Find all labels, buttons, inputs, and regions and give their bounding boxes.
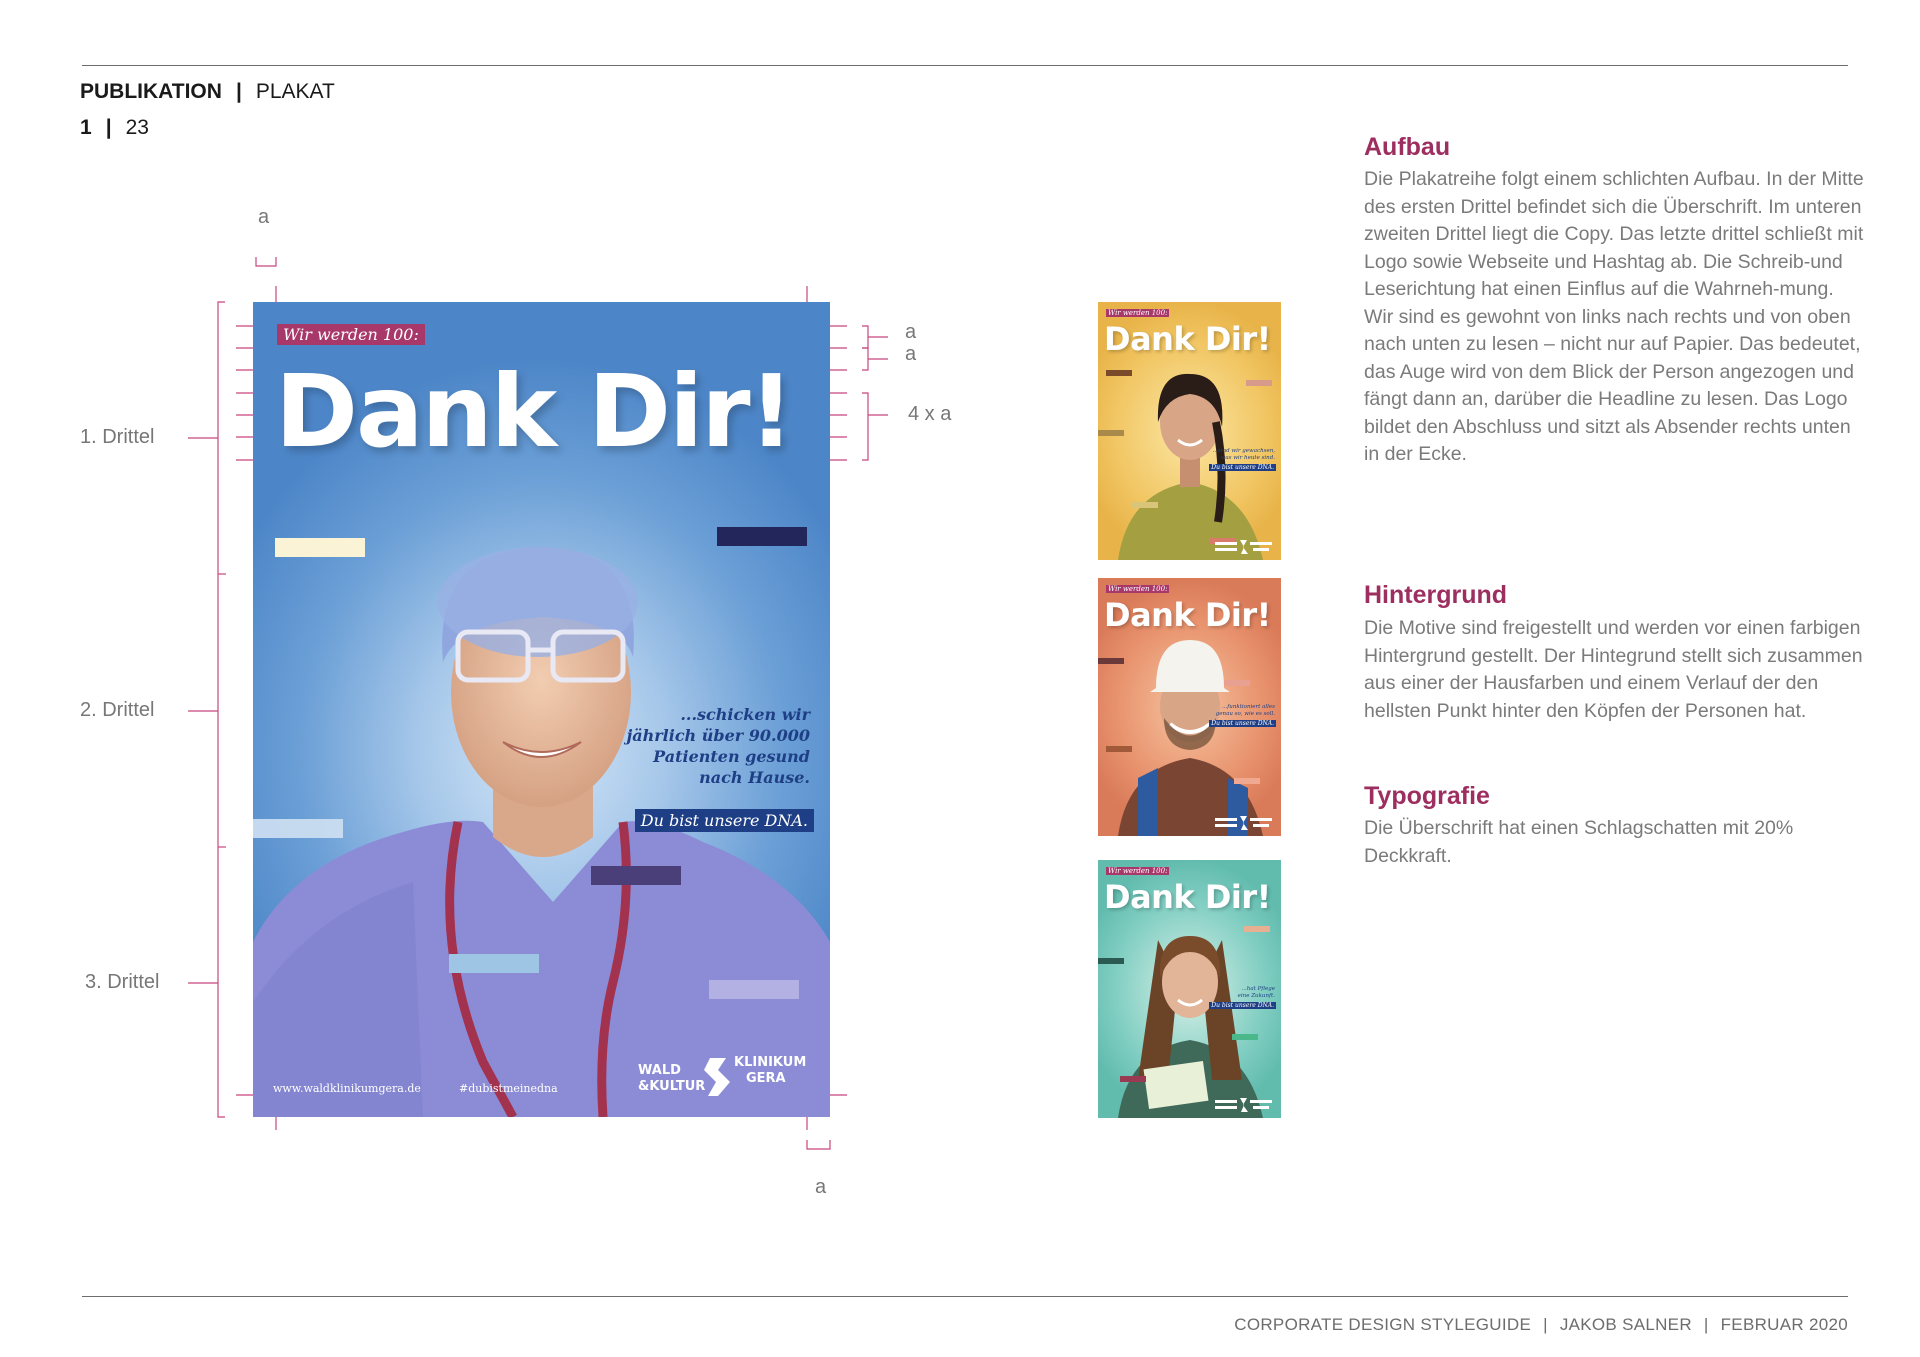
third-1-label: 1. Drittel	[80, 426, 155, 448]
measure-a-right-1: a	[905, 321, 917, 343]
accent-bar	[1098, 658, 1124, 664]
page-footer	[1234, 1315, 1848, 1335]
accent-bar	[253, 819, 343, 838]
section-title-typografie: Typografie	[1364, 782, 1490, 810]
footer-separator: |	[1543, 1315, 1548, 1334]
section-body-typografie: Die Überschrift hat einen Schlagschatten mit 20% Deckkraft.	[1364, 817, 1794, 867]
svg-text:&KULTUR: &KULTUR	[638, 1079, 706, 1094]
page-total: 23	[125, 116, 149, 139]
poster-tag: Wir werden 100:	[277, 324, 425, 345]
third-2-label: 2. Drittel	[80, 699, 155, 721]
measure-4xa: 4 x a	[908, 403, 952, 425]
accent-bar	[275, 538, 365, 557]
poster-copy: ...schicken wir jährlich über 90.000 Patienten gesund nach Hause.	[626, 705, 810, 787]
mini-headline: Dank Dir!	[1104, 596, 1271, 634]
svg-text:GERA: GERA	[746, 1071, 786, 1086]
accent-bar	[1120, 1076, 1146, 1082]
measure-a-top: a	[258, 206, 270, 228]
footer-author: JAKOB SALNER	[1559, 1315, 1692, 1334]
mini-poster-orange	[1098, 578, 1281, 836]
accent-bar	[1244, 926, 1270, 932]
poster-url: www.waldklinikumgera.de	[273, 1082, 421, 1095]
main-poster	[253, 302, 830, 1117]
accent-bar	[1106, 746, 1132, 752]
mini-copy: ...sind wir gewachsen, was wir heute sind.	[1212, 448, 1275, 461]
footer-separator: |	[1703, 1315, 1709, 1334]
poster-dna-claim: Du bist unsere DNA.	[635, 809, 814, 832]
header-separator: |	[235, 80, 242, 103]
mini-poster-yellow	[1098, 302, 1281, 560]
accent-bar	[709, 980, 799, 999]
mini-dna-claim: Du bist unsere DNA.	[1211, 464, 1274, 471]
mini-headline: Dank Dir!	[1104, 878, 1271, 916]
accent-bar	[1224, 680, 1250, 686]
page-separator: |	[105, 116, 112, 139]
accent-bar	[1246, 380, 1272, 386]
mini-logo	[1215, 1097, 1275, 1113]
accent-bar	[591, 866, 681, 885]
accent-bar	[1106, 370, 1132, 376]
mini-tag: Wir werden 100:	[1108, 867, 1168, 875]
mini-tag: Wir werden 100:	[1108, 309, 1168, 317]
section-body-aufbau: Die Plakatreihe folgt einem schlichten Aufbau. In der Mitte des ersten Drittel befindet sich die Überschrift. Im unteren zweiten Drittel liegt die Copy. Das letzte drittel schließt mit Logo sowie Webseite und Hashtag ab. Die Schreib-und Leserichtung hat einen Einflus auf die Wahrneh-mung. Wir sind es gewohnt von links nach rechts und von oben nach unten zu lesen – nicht nur auf Papier. Das bedeutet, das Auge wird von dem Blick der Person angezogen und fängt dann an, darüber die Headline zu lesen. Das Logo bildet den Abschluss und sitzt als Absender rechts unten in der Ecke.	[1364, 168, 1864, 465]
bottom-rule	[82, 1296, 1848, 1297]
accent-bar	[449, 954, 539, 973]
accent-bar	[1098, 430, 1124, 436]
mini-copy: ...funktioniert alles genau so, wie es soll.	[1215, 704, 1275, 717]
footer-guide: CORPORATE DESIGN STYLEGUIDE	[1234, 1315, 1532, 1334]
third-3-label: 3. Drittel	[85, 971, 160, 993]
accent-bar	[1234, 778, 1260, 784]
measure-a-right-2: a	[905, 343, 917, 365]
clinic-logo	[638, 1052, 813, 1102]
mini-dna-claim: Du bist unsere DNA.	[1211, 720, 1274, 727]
poster-headline: Dank Dir!	[275, 353, 793, 470]
mini-poster-teal	[1098, 860, 1281, 1118]
footer-date: FEBRUAR 2020	[1720, 1315, 1848, 1334]
mini-dna-claim: Du bist unsere DNA.	[1211, 1002, 1274, 1009]
mini-logo	[1215, 815, 1275, 831]
measure-a-bottom: a	[815, 1176, 827, 1198]
section-body-hintergrund: Die Motive sind freigestellt und werden vor einen farbigen Hintergrund gestellt. Der Hintegrund stellt sich zusammen aus einer der Hausfarben und einem Verlauf der den hellsten Punkt hinter den Köpfen der Personen hat.	[1364, 617, 1863, 722]
accent-bar	[1232, 1034, 1258, 1040]
header-section: PUBLIKATION	[80, 80, 222, 103]
svg-text:KLINIKUM: KLINIKUM	[734, 1055, 807, 1070]
thirds-bracket	[218, 302, 225, 1117]
mini-headline: Dank Dir!	[1104, 320, 1271, 358]
accent-bar	[717, 527, 807, 546]
header-subsection: PLAKAT	[255, 80, 335, 103]
accent-bar	[1132, 502, 1158, 508]
page-current: 1	[80, 116, 92, 139]
section-title-hintergrund: Hintergrund	[1364, 581, 1508, 609]
poster-hashtag: #dubistmeinedna	[459, 1082, 558, 1095]
mini-logo	[1215, 539, 1275, 555]
svg-text:WALD: WALD	[638, 1063, 681, 1078]
section-title-aufbau: Aufbau	[1364, 133, 1451, 161]
accent-bar	[1098, 958, 1124, 964]
mini-tag: Wir werden 100:	[1108, 585, 1168, 593]
mini-copy: ...hat Pflege eine Zukunft.	[1237, 986, 1275, 999]
